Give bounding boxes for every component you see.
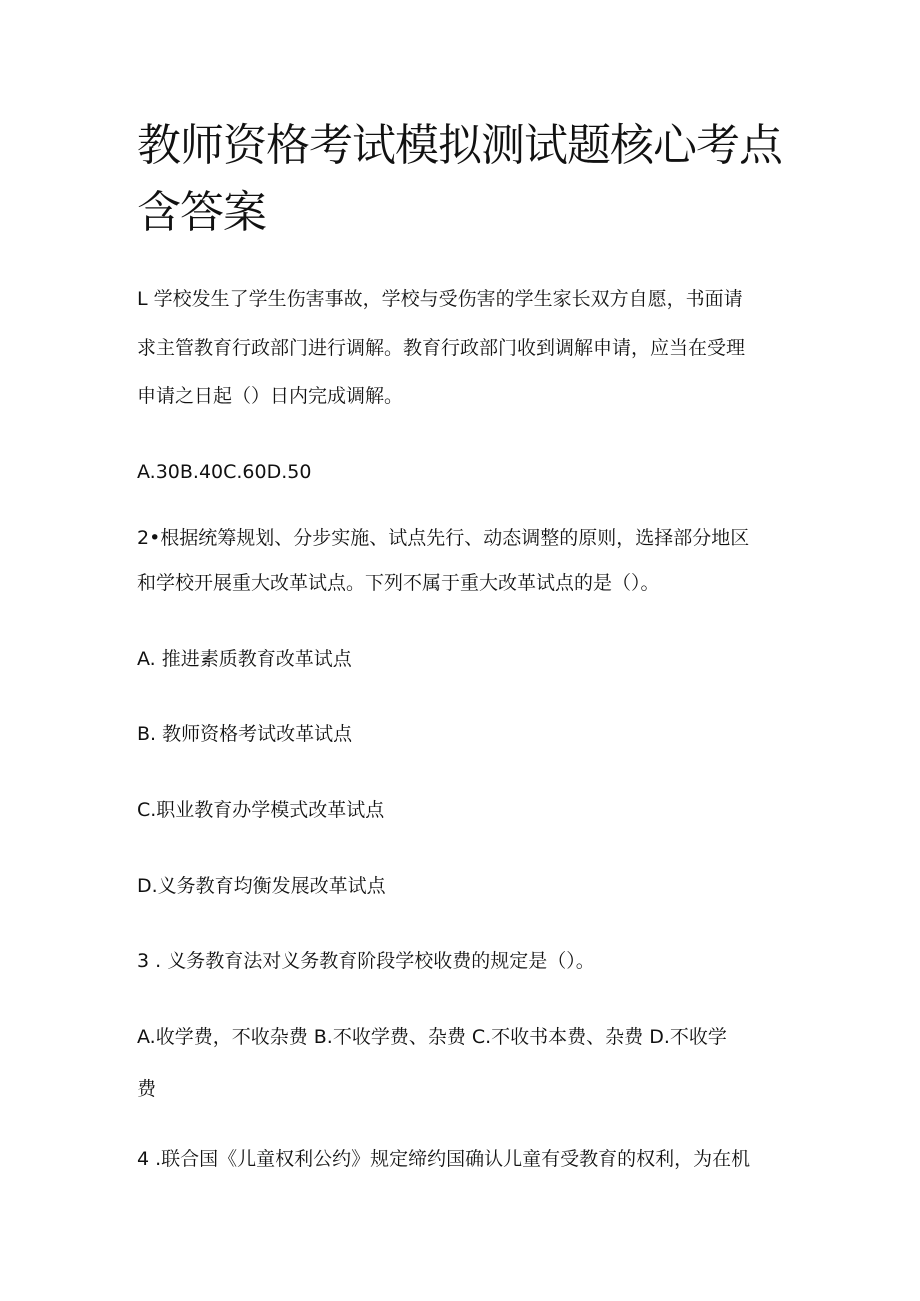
question-1-line-1: L 学校发生了学生伤害事故，学校与受伤害的学生家长双方自愿，书面请 [137, 288, 743, 310]
question-2-option-b: B. 教师资格考试改革试点 [137, 723, 353, 745]
question-3-options-line-2: 费 [137, 1078, 157, 1100]
question-2-option-a: A. 推进素质教育改革试点 [137, 648, 352, 670]
question-2-line-2: 和学校开展重大改革试点。下列不属于重大改革试点的是（）。 [137, 572, 660, 594]
document-title [137, 112, 797, 246]
question-2-option-c: C.职业教育办学模式改革试点 [137, 799, 385, 821]
question-2-option-d: D.义务教育均衡发展改革试点 [137, 875, 386, 897]
question-3-line-1: 3 . 义务教育法对义务教育阶段学校收费的规定是（）。 [137, 950, 595, 972]
title-line-1: 教师资格考试模拟测试题核心考点 [137, 120, 782, 171]
question-1-line-2: 求主管教育行政部门进行调解。教育行政部门收到调解申请，应当在受理 [137, 337, 746, 359]
question-1-options: A.30B.40C.60D.50 [137, 461, 312, 483]
question-1-line-3: 申请之日起（）日内完成调解。 [137, 385, 404, 407]
question-2-line-1: 2•根据统筹规划、分步实施、试点先行、动态调整的原则，选择部分地区 [137, 527, 750, 549]
title-line-2: 含答案 [137, 187, 266, 238]
question-3-options-line-1: A.收学费，不收杂费 B.不收学费、杂费 C.不收书本费、杂费 D.不收学 [137, 1026, 727, 1048]
question-4-line-1: 4 .联合国《儿童权利公约》规定缔约国确认儿童有受教育的权利，为在机 [137, 1148, 751, 1170]
